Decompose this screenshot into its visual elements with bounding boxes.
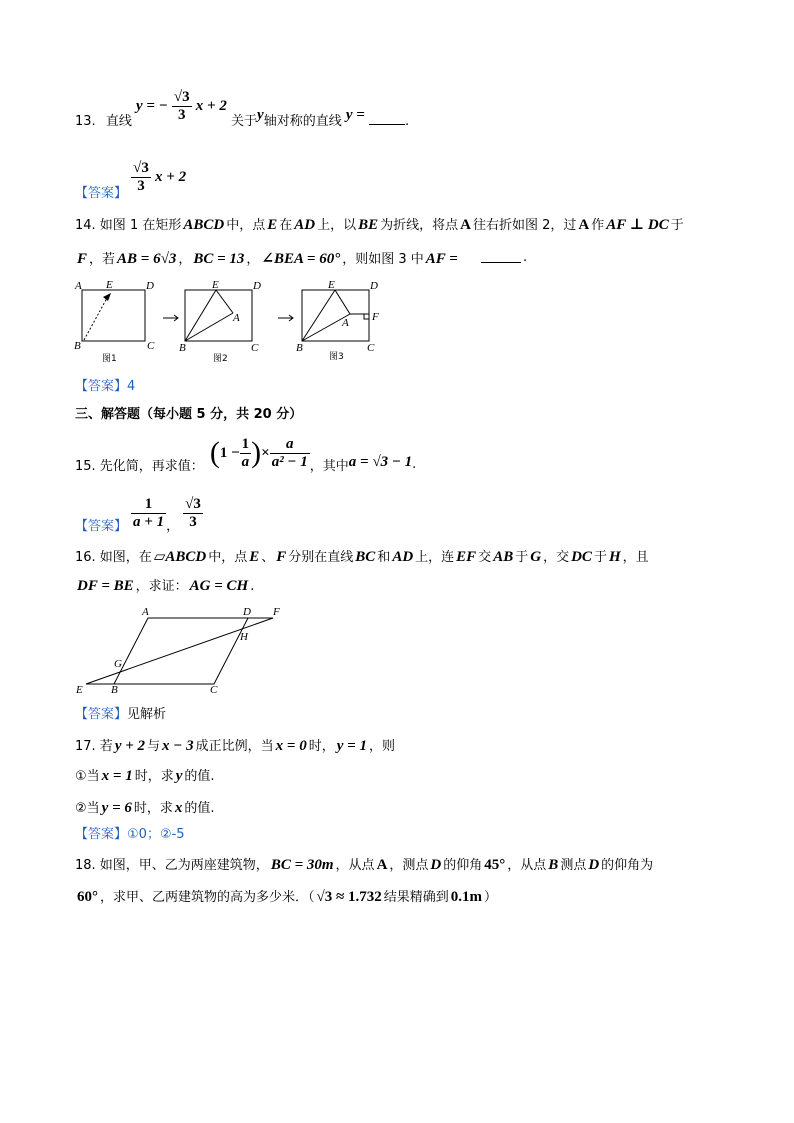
q14-line1-token: A [460, 217, 471, 233]
q16-line1-token: ，交 [543, 550, 570, 565]
q14-line2-token: BC = 13 [193, 251, 245, 267]
q13-axis-variable: y [257, 107, 264, 123]
q16-line1-token: DC [571, 549, 592, 565]
q14-line1-token: AD [294, 217, 316, 233]
q16-line2-token: DF = BE [77, 578, 134, 594]
q18-line1-token: 45° [484, 857, 506, 873]
q14-line2-token: F [77, 251, 88, 267]
q18-line1-token: 的仰角 [443, 858, 483, 873]
q13-answer-lhs: y = [345, 107, 365, 123]
q14-line1-token: ABCD [183, 217, 225, 233]
q14-line2-token: AF = [425, 251, 458, 267]
fig2-rectangle [185, 290, 252, 341]
q14-figures [70, 276, 390, 366]
answer-16-value: 见解析 [127, 707, 167, 722]
q14-line1-token: AF ⊥ DC [606, 217, 669, 233]
q18-line1-token: 的仰角为 [601, 858, 654, 873]
q18-line1-token: D [430, 857, 442, 873]
q14-line1-token: A [578, 217, 590, 233]
fig1-caption: 图1 [102, 354, 117, 364]
q18-line1-token: ，测点 [389, 858, 429, 873]
q16-line1-token: ，且 [622, 550, 649, 565]
question-17-line2 [75, 765, 215, 785]
q18-line1-token: BC = 30m [270, 857, 334, 873]
fig1-label-B: B [74, 340, 81, 352]
answer-17 [75, 823, 185, 842]
fig3-right-angle [364, 314, 369, 319]
question-16-line2 [75, 575, 254, 595]
q16-line1-token: 上，连 [415, 550, 455, 565]
q14-line1-token: 上，以 [317, 218, 357, 233]
q15-times: × [261, 444, 270, 461]
q16-line2-token: AG = CH [189, 578, 249, 594]
q14-figure-2 [179, 279, 261, 364]
fig1-label-E: E [106, 279, 113, 291]
answer-15 [75, 490, 203, 536]
q18-line2-token: ） [484, 890, 498, 905]
section-3-heading: 三、解答题（每小题 5 分，共 20 分） [75, 407, 303, 422]
fig2-line-BA [185, 313, 233, 341]
q17-line1-token: y = 1 [336, 738, 367, 754]
q16-line1-token: 分别在直线 [288, 550, 354, 565]
q16-line1-token: 中，点 [208, 550, 248, 565]
q16-line1-token: E [249, 549, 260, 565]
q17-line2-token: ①当 [75, 769, 100, 784]
q15-prefix: 15. 先化简，再求值： [75, 458, 204, 474]
q18-line2-token: 60° [77, 889, 98, 905]
answer-13-denominator: 3 [137, 178, 145, 194]
answer-13-fraction [131, 160, 151, 195]
q16-figure [70, 600, 290, 695]
fig2-label-A: A [233, 312, 240, 324]
q17-line2-token: 的值. [184, 769, 215, 784]
fig1-label-D: D [146, 280, 154, 292]
q14-line1-token: 在 [279, 218, 293, 233]
q14-line2-token: ，则如图 3 中 [342, 252, 424, 267]
q16-label-E: E [76, 684, 83, 695]
q16-line1-token: H [608, 549, 621, 565]
q13-end: . [404, 114, 410, 129]
q17-line1-token: y + 2 [114, 738, 146, 754]
q16-line1-token: EF [456, 549, 477, 565]
q14-figure-3 [296, 279, 379, 362]
question-17-line3 [75, 797, 215, 817]
fig3-label-A: A [342, 317, 349, 329]
q16-line1-token: 16. 如图，在 [75, 550, 152, 565]
answer-14-label: 【答案】 [75, 379, 128, 394]
q18-line1-token: D [588, 857, 600, 873]
q16-label-G: G [114, 658, 122, 670]
q13-text-about: 关于 [231, 114, 258, 129]
answer-15-fraction-1 [131, 496, 166, 531]
q15-one-minus: 1 − [219, 444, 240, 461]
q13-fraction-numerator: √3 [173, 89, 190, 105]
q15-text-where: ，其中 [309, 458, 349, 474]
answer-15-label: 【答案】 [75, 518, 128, 534]
answer-13-numerator: √3 [133, 160, 149, 176]
fig3-line-EA [335, 290, 350, 314]
answer-14 [75, 375, 135, 394]
q15-f2-den: a² − 1 [271, 453, 308, 470]
q14-end: . [523, 250, 528, 265]
answer-17-label: 【答案】 [75, 827, 128, 842]
q18-line1-token: 18. 如图，甲、乙为两座建筑物， [75, 858, 269, 873]
q13-answer-blank [369, 124, 405, 125]
answer-16-label: 【答案】 [75, 707, 128, 722]
q16-line2-token: ，求证： [135, 579, 188, 594]
q14-line1-token: 为折线，将点 [380, 218, 459, 233]
q14-line1-token: BE [358, 217, 379, 233]
q14-answer-blank [481, 262, 521, 263]
q16-line1-token: 、 [261, 550, 275, 565]
fig1-arrow-head [103, 293, 111, 301]
q16-line1-token: F [276, 549, 287, 565]
q17-line1-token: ，则 [368, 739, 395, 754]
q15-condition: a = √3 − 1 [348, 453, 413, 470]
question-13 [75, 89, 410, 139]
q15-f1-num: 1 [241, 435, 250, 452]
q15-fraction-2 [270, 436, 310, 471]
q16-line1-token: BC [355, 549, 376, 565]
fig2-line-BE [185, 290, 216, 341]
q16-line1-token: AB [493, 549, 514, 565]
q13-fraction [172, 89, 192, 124]
answer-13 [75, 160, 187, 201]
fig3-label-E: E [328, 279, 335, 291]
answer-15-f2-den: 3 [189, 513, 197, 530]
q13-prefix: 直线 [105, 114, 132, 129]
q17-line2-token: 时，求 [134, 769, 174, 784]
fig1-label-A: A [75, 280, 82, 292]
question-15 [75, 428, 416, 478]
answer-15-fraction-2 [183, 496, 203, 531]
q16-label-F: F [273, 606, 280, 618]
q14-line1-token: 作 [591, 218, 605, 233]
q15-f2-num: a [270, 436, 310, 454]
q15-paren-open: ( [209, 436, 220, 469]
answer-13-rest: x + 2 [155, 169, 187, 185]
fig3-caption: 图3 [329, 352, 344, 362]
q14-line2-token: ， [178, 252, 192, 267]
q16-label-C: C [210, 684, 218, 695]
fig2-label-E: E [212, 279, 219, 291]
q17-line1-token: 成正比例，当 [195, 739, 274, 754]
answer-14-value: 4 [127, 379, 136, 394]
q14-line2-token: AB = 6√3 [117, 251, 177, 267]
q18-line1-token: ，从点 [335, 858, 375, 873]
q17-line3-token: ②当 [75, 801, 100, 816]
q17-line3-token: 时，求 [133, 801, 173, 816]
q16-line1-token: AD [392, 549, 414, 565]
q14-line1-token: 14. 如图 1 在矩形 [75, 218, 182, 233]
answer-17-value: ①0；②-5 [127, 827, 185, 842]
answer-15-separator: ， [166, 518, 180, 534]
q14-line2-token: ，若 [89, 252, 116, 267]
fig2-label-C: C [251, 342, 259, 354]
q18-line2-token: 结果精确到 [383, 890, 449, 905]
q13-text-symmetric: 轴对称的直线 [263, 114, 342, 129]
q13-equation-rhs: x + 2 [195, 98, 227, 114]
fig2-caption: 图2 [213, 354, 228, 364]
fig1-fold-arrow [84, 298, 107, 340]
q17-line3-token: y = 6 [101, 800, 132, 816]
answer-15-f1-num: 1 [131, 496, 166, 514]
q17-line1-token: 17. 若 [75, 739, 113, 754]
q18-line2-token: √3 ≈ 1.732 [316, 889, 382, 905]
q17-line1-token: 时， [308, 739, 335, 754]
q15-fraction-1 [240, 436, 252, 471]
q17-line1-token: 与 [147, 739, 161, 754]
q16-line1-token: G [530, 549, 542, 565]
q16-line1-token: 和 [377, 550, 391, 565]
q16-label-H: H [240, 631, 248, 643]
q17-line2-token: x = 1 [101, 768, 133, 784]
fig3-label-B: B [296, 342, 303, 354]
q14-figure-1 [74, 279, 155, 364]
q15-paren-close: ) [251, 436, 262, 469]
q18-line2-token: 0.1m [450, 889, 482, 905]
question-18-line1 [75, 854, 653, 874]
q17-line3-token: x [174, 800, 183, 816]
q17-line1-token: x − 3 [162, 738, 194, 754]
answer-13-label: 【答案】 [75, 186, 128, 201]
fig2-line-EA [216, 290, 233, 313]
q14-line1-token: 中，点 [226, 218, 266, 233]
q16-line1-token: 于 [593, 550, 607, 565]
question-14-line2 [75, 248, 460, 268]
q18-line1-token: ，从点 [507, 858, 547, 873]
arrow-right-icon [163, 315, 178, 321]
fig3-label-D: D [370, 280, 378, 292]
q16-line-EF [86, 618, 273, 684]
answer-15-f2-num: √3 [185, 495, 201, 512]
q16-label-A: A [142, 606, 149, 618]
arrow-right-icon [278, 315, 293, 321]
question-18-line2 [75, 886, 497, 906]
q16-label-B: B [111, 684, 118, 695]
fig3-label-F: F [372, 311, 379, 323]
q18-line1-token: A [376, 857, 388, 873]
fig2-label-B: B [179, 342, 186, 354]
q16-line1-token: 交 [478, 550, 492, 565]
question-17-line1 [75, 735, 395, 755]
fig1-rectangle [82, 290, 145, 341]
q14-line1-token: E [267, 217, 278, 233]
fig2-label-D: D [253, 280, 261, 292]
fig3-label-C: C [367, 342, 375, 354]
q13-equation-lhs: y = − [135, 98, 168, 114]
q14-line2-token: ∠BEA = 60° [261, 251, 341, 267]
fig3-rectangle [302, 290, 369, 341]
answer-16 [75, 703, 166, 722]
answer-15-f1-den: a + 1 [133, 513, 165, 530]
q17-line2-token: y [175, 768, 183, 784]
q15-f1-den: a [241, 453, 250, 470]
q18-line2-token: ，求甲、乙两建筑物的高为多少米．（ [100, 890, 315, 905]
q14-line2-token: ， [246, 252, 260, 267]
fig3-line-BE [302, 290, 335, 341]
q14-line1-token: 于 [670, 218, 684, 233]
q14-line1-token: 往右折如图 2，过 [472, 218, 577, 233]
q17-line3-token: 的值. [184, 801, 215, 816]
q16-line1-token: 于 [515, 550, 529, 565]
fig1-label-C: C [147, 340, 155, 352]
q16-line1-token: ▱ABCD [153, 549, 207, 565]
question-14-line1 [75, 214, 684, 234]
q17-line1-token: x = 0 [275, 738, 307, 754]
q13-number: 13. [75, 114, 96, 129]
q15-end: . [412, 456, 417, 472]
q13-fraction-denominator: 3 [178, 107, 186, 123]
q16-line2-token: . [250, 579, 255, 594]
q18-line1-token: 测点 [560, 858, 587, 873]
question-16-line1 [75, 546, 649, 566]
q16-label-D: D [243, 606, 251, 618]
q18-line1-token: B [548, 857, 559, 873]
